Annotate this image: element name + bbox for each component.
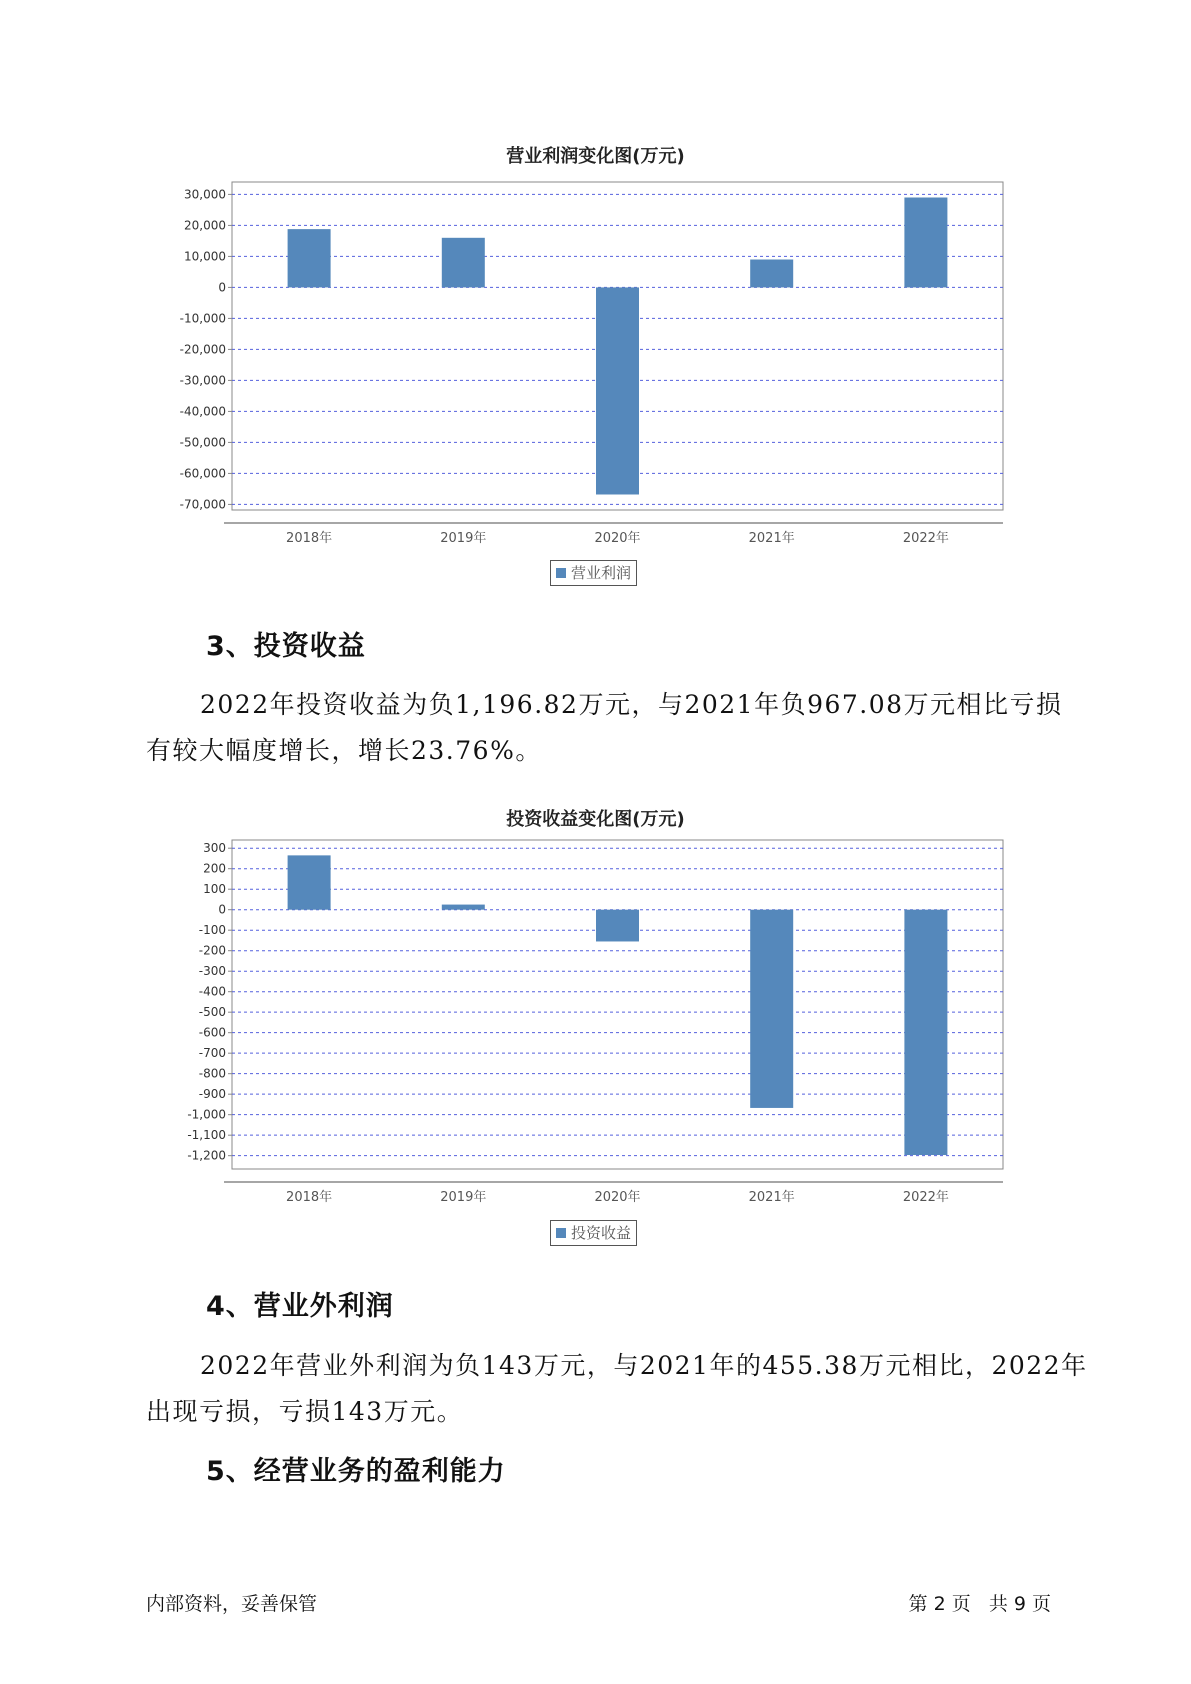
y-tick-label: -400: [198, 984, 226, 999]
y-tick-label: -20,000: [179, 342, 226, 357]
legend-label: 投资收益: [571, 1224, 632, 1242]
section-heading-investment-income: 3、投资收益: [206, 631, 366, 662]
legend-label: 营业利润: [571, 564, 632, 582]
x-tick-label: 2021年: [748, 1190, 795, 1205]
bar: [596, 287, 639, 494]
bar: [442, 238, 485, 288]
chart-legend-operating-profit: [550, 560, 637, 586]
y-tick-label: -1,200: [187, 1148, 226, 1163]
legend-swatch-icon: [556, 568, 566, 578]
bar: [750, 910, 793, 1108]
y-tick-label: -60,000: [179, 466, 226, 481]
bar: [442, 905, 485, 910]
y-tick-label: -70,000: [179, 497, 226, 512]
y-tick-label: 0: [218, 902, 226, 917]
x-tick-label: 2020年: [594, 1190, 641, 1205]
y-tick-label: -900: [198, 1087, 226, 1102]
chart-legend-investment-income: [550, 1220, 637, 1246]
legend-swatch-icon: [556, 1228, 566, 1238]
section-heading-non-operating-profit: 4、营业外利润: [206, 1291, 394, 1322]
bar: [904, 198, 947, 288]
y-tick-label: 20,000: [184, 218, 226, 233]
section-heading-profitability: 5、经营业务的盈利能力: [206, 1456, 506, 1487]
footer-page-number: 第 2 页 共 9 页: [908, 1593, 1051, 1615]
bar: [288, 855, 331, 909]
y-tick-label: -100: [198, 923, 226, 938]
operating-profit-chart: [0, 170, 1191, 546]
y-tick-label: -800: [198, 1066, 226, 1081]
paragraph-line: 2022年营业外利润为负143万元，与2021年的455.38万元相比，2022年: [200, 1351, 1088, 1380]
y-tick-label: -50,000: [179, 435, 226, 450]
non-operating-profit-paragraph: [146, 1343, 1088, 1435]
x-tick-label: 2020年: [594, 531, 641, 546]
y-tick-label: 30,000: [184, 187, 226, 202]
investment-income-chart: [0, 835, 1191, 1205]
bar: [904, 910, 947, 1155]
bar: [750, 260, 793, 288]
y-tick-label: -500: [198, 1005, 226, 1020]
x-tick-label: 2021年: [748, 531, 795, 546]
y-tick-label: -200: [198, 943, 226, 958]
paragraph-line: 出现亏损，亏损143万元。: [146, 1397, 464, 1426]
y-tick-label: -40,000: [179, 404, 226, 419]
x-tick-label: 2018年: [286, 1190, 333, 1205]
investment-income-paragraph: [146, 682, 1063, 774]
y-tick-label: 200: [203, 861, 226, 876]
y-tick-label: -1,100: [187, 1128, 226, 1143]
bar: [288, 229, 331, 287]
y-tick-label: 0: [218, 280, 226, 295]
y-tick-label: -300: [198, 964, 226, 979]
x-tick-label: 2022年: [902, 1190, 949, 1205]
chart-title-operating-profit: 营业利润变化图(万元): [506, 146, 685, 167]
x-tick-label: 2018年: [286, 531, 333, 546]
paragraph-line: 2022年投资收益为负1,196.82万元，与2021年负967.08万元相比亏损: [200, 690, 1063, 719]
y-tick-label: -1,000: [187, 1107, 226, 1122]
y-tick-label: -30,000: [179, 373, 226, 388]
paragraph-line: 有较大幅度增长，增长23.76%。: [146, 736, 542, 765]
chart-title-investment-income: 投资收益变化图(万元): [506, 809, 685, 830]
x-tick-label: 2019年: [440, 1190, 487, 1205]
bar: [596, 910, 639, 942]
y-tick-label: -10,000: [179, 311, 226, 326]
x-tick-label: 2019年: [440, 531, 487, 546]
x-tick-label: 2022年: [902, 531, 949, 546]
y-tick-label: -600: [198, 1025, 226, 1040]
y-tick-label: 300: [203, 841, 226, 856]
y-tick-label: 10,000: [184, 249, 226, 264]
y-tick-label: 100: [203, 882, 226, 897]
y-tick-label: -700: [198, 1046, 226, 1061]
footer-confidential-note: 内部资料，妥善保管: [146, 1593, 318, 1615]
